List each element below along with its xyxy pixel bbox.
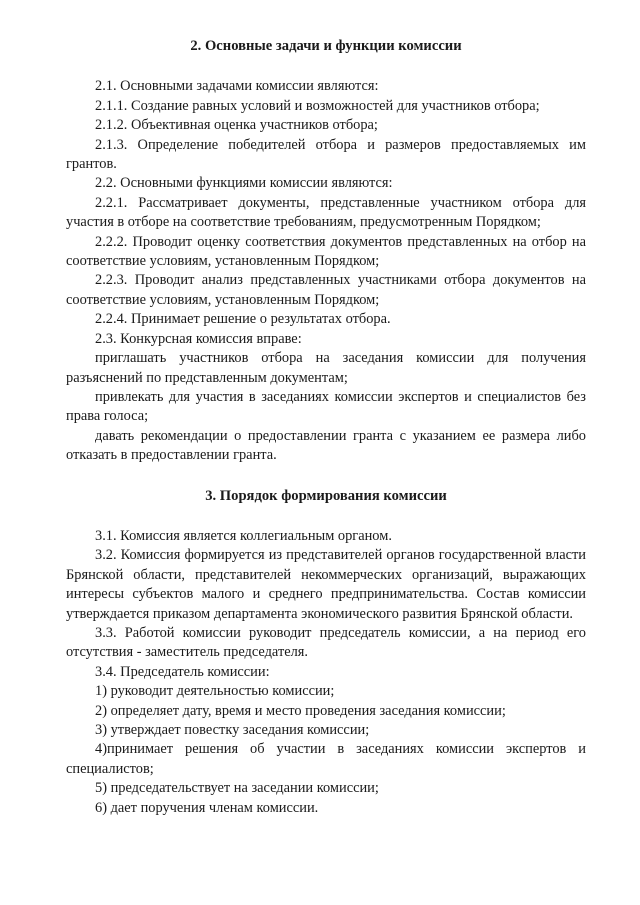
section-2-heading: 2. Основные задачи и функции комиссии	[190, 38, 462, 54]
paragraph-2-3-recommend: давать рекомендации о предоставлении гранта с указанием ее размера либо отказать в предоставлении гранта.	[66, 427, 586, 464]
list-item-6: 6) дает поручения членам комиссии.	[95, 799, 319, 816]
paragraph-2-1: 2.1. Основными задачами комиссии являются:	[95, 78, 379, 95]
paragraph-2-1-1: 2.1.1. Создание равных условий и возможностей для участников отбора;	[95, 97, 540, 114]
paragraph-2-2-2: 2.2.2. Проводит оценку соответствия документов представленных на отбор на соответствие условиям, установленным Порядком;	[66, 233, 586, 270]
list-item-2: 2) определяет дату, время и место проведения заседания комиссии;	[95, 702, 506, 719]
paragraph-3-3: 3.3. Работой комиссии руководит председатель комиссии, а на период его отсутствия - заместитель председателя.	[66, 624, 586, 661]
paragraph-3-4: 3.4. Председатель комиссии:	[95, 663, 270, 680]
document-page	[66, 33, 586, 818]
list-item-5: 5) председательствует на заседании комиссии;	[95, 780, 379, 797]
paragraph-3-2: 3.2. Комиссия формируется из представителей органов государственной власти Брянской области, представителей некоммерческих организаций, выражающих интересы субъектов малого и среднего предпринимательства. Состав комиссии утверждается приказом департамента экономического развития Брянской области.	[66, 547, 586, 622]
paragraph-3-1: 3.1. Комиссия является коллегиальным органом.	[95, 527, 392, 544]
list-item-1: 1) руководит деятельностью комиссии;	[95, 683, 335, 700]
section-3-heading: 3. Порядок формирования комиссии	[205, 487, 447, 504]
list-item-3: 3) утверждает повестку заседания комиссии;	[95, 722, 370, 738]
paragraph-2-2-4: 2.2.4. Принимает решение о результатах отбора.	[95, 311, 391, 328]
section-2-body	[66, 77, 586, 465]
paragraph-2-1-2: 2.1.2. Объективная оценка участников отбора;	[95, 117, 378, 134]
list-item-4: 4)принимает решения об участии в заседаниях комиссии экспертов и специалистов;	[66, 741, 586, 777]
paragraph-2-3-invite: приглашать участников отбора на заседания комиссии для получения разъяснений по представленным документам;	[66, 350, 586, 386]
section-3-body	[66, 527, 586, 818]
paragraph-2-2: 2.2. Основными функциями комиссии являются:	[95, 175, 393, 192]
paragraph-2-3-experts: привлекать для участия в заседаниях комиссии экспертов и специалистов без права голоса;	[66, 388, 586, 425]
paragraph-2-2-1: 2.2.1. Рассматривает документы, представленные участником отбора для участия в отборе на соответствие требованиям, предусмотренным Порядком;	[66, 194, 586, 231]
paragraph-2-2-3: 2.2.3. Проводит анализ представленных участниками отбора документов на соответствие условиям, установленным Порядком;	[66, 272, 586, 308]
paragraph-2-1-3: 2.1.3. Определение победителей отбора и размеров предоставляемых им грантов.	[66, 136, 586, 173]
paragraph-2-3: 2.3. Конкурсная комиссия вправе:	[95, 330, 302, 347]
